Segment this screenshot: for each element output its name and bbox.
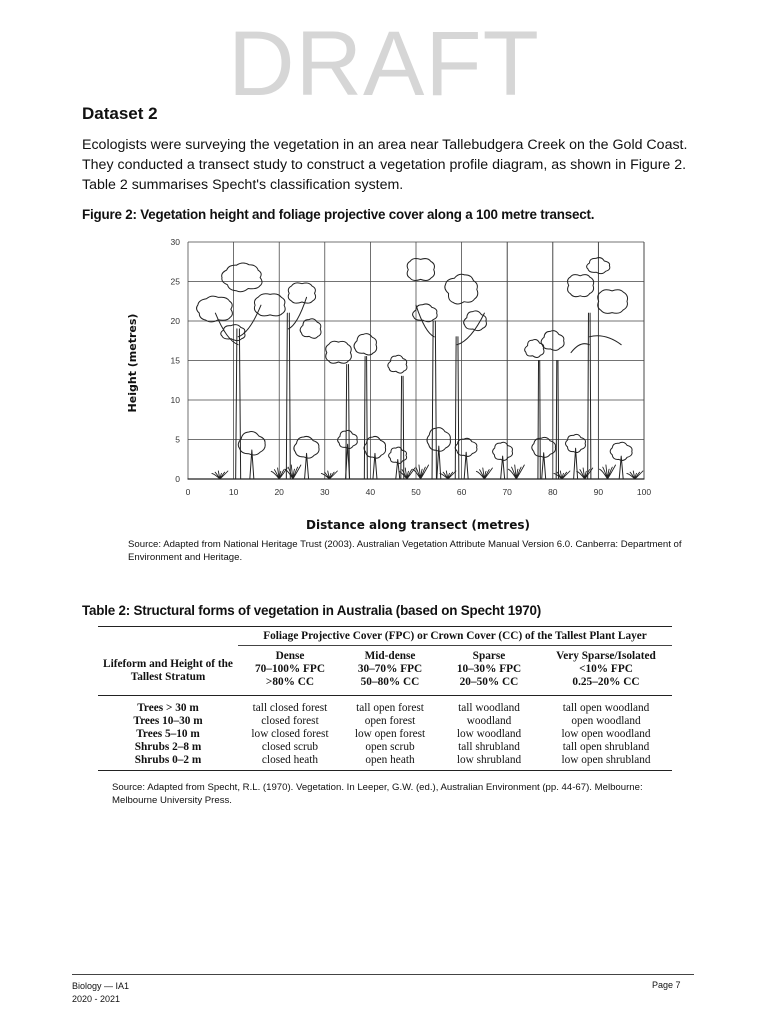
grass-tuft [413, 465, 429, 479]
figure-grid [188, 242, 644, 479]
trunk [236, 329, 241, 479]
structure-cell: tall open forest [356, 702, 424, 714]
x-tick-label: 0 [185, 487, 191, 497]
x-tick-label: 100 [636, 487, 652, 497]
canopy-outline [568, 275, 594, 297]
branch [589, 336, 621, 345]
table-source: Source: Adapted from Specht, R.L. (1970). Vegetation. In Leeper, G.W. (ed.), Australian Environment (pp. 44-67). Melbourne: Melbourne University Press. [112, 782, 643, 806]
column-fpc: 30–70% FPC [357, 663, 423, 675]
structure-cell: closed forest [261, 715, 319, 727]
branch [571, 344, 589, 353]
x-tick-label: 10 [228, 487, 239, 497]
structure-cell: tall open shrubland [562, 741, 650, 753]
canopy-outline [254, 294, 285, 316]
x-tick-label: 70 [502, 487, 512, 497]
trunk [364, 357, 367, 479]
table-row [98, 715, 672, 728]
structure-cell: low closed forest [251, 728, 329, 740]
column-header [238, 646, 342, 696]
trunk [455, 337, 459, 479]
structure-cell: open forest [364, 715, 416, 727]
structure-cell: tall woodland [458, 702, 520, 714]
y-tick-label: 20 [170, 316, 180, 326]
structure-cell: closed scrub [261, 741, 319, 753]
x-tick-label: 30 [320, 487, 330, 497]
canopy-outline [388, 355, 407, 373]
column-header [438, 646, 540, 696]
column-cc: 0.25–20% CC [572, 676, 640, 688]
y-axis-ticks [171, 237, 181, 484]
trunk [538, 361, 540, 480]
y-tick-label: 25 [170, 276, 180, 287]
grass-tuft [440, 471, 456, 479]
y-tick-label: 15 [170, 355, 180, 366]
table-row [98, 728, 672, 741]
table-caption: Table 2: Structural forms of vegetation in Australia (based on Specht 1970) [82, 603, 541, 618]
structure-cell: open scrub [365, 741, 415, 753]
footer-left [72, 980, 129, 1006]
structure-cell: low open forest [354, 728, 426, 740]
y-axis-label: Height (metres) [126, 313, 139, 413]
canopy-outline [221, 325, 245, 341]
branch [288, 297, 306, 329]
lifeform-header: Lifeform and Height of the Tallest Stratum [103, 657, 233, 683]
column-header [540, 646, 672, 696]
column-name: Very Sparse/Isolated [556, 650, 656, 662]
y-tick-label: 30 [170, 237, 180, 247]
grass-tuft [476, 468, 492, 479]
column-name: Sparse [472, 650, 506, 662]
grass-tuft [577, 468, 593, 479]
footer-divider [72, 974, 694, 975]
column-fpc: 10–30% FPC [456, 663, 522, 675]
lifeform-cell: Trees 10–30 m [133, 715, 203, 727]
table-row [98, 754, 672, 771]
specht-table [98, 626, 672, 771]
structure-cell: woodland [466, 715, 512, 727]
structure-cell: low open woodland [561, 728, 651, 740]
trunk [556, 361, 558, 480]
structure-cell: low shrubland [456, 754, 522, 766]
canopy-outline [407, 259, 434, 281]
structure-cell: open heath [365, 754, 415, 766]
canopy-outline [598, 290, 628, 314]
y-tick-label: 10 [170, 395, 180, 405]
intro-paragraph: Ecologists were surveying the vegetation in an area near Tallebudgera Creek on the Gold Coast. They conducted a transect study to construct a vegetation profile diagram, as shown in Figure 2. Table 2 summarises Specht's classification system. [82, 137, 688, 193]
x-tick-label: 20 [274, 487, 284, 497]
y-tick-label: 0 [175, 474, 180, 484]
footer-page: Page 7 [652, 980, 681, 990]
column-cc: >80% CC [265, 676, 315, 688]
column-header [342, 646, 438, 696]
canopy-outline [288, 283, 315, 303]
column-fpc: 70–100% FPC [255, 663, 325, 675]
grass-tuft [600, 465, 616, 479]
dataset-heading: Dataset 2 [82, 104, 158, 123]
column-name: Dense [275, 650, 305, 662]
canopy-outline [326, 341, 352, 363]
x-tick-label: 80 [548, 487, 558, 497]
column-cc: 50–80% CC [360, 676, 420, 688]
lifeform-cell: Shrubs 2–8 m [134, 741, 202, 753]
draft-watermark: DRAFT [228, 13, 540, 115]
canopy-outline [222, 263, 262, 292]
x-tick-label: 60 [456, 487, 467, 497]
y-tick-label: 5 [175, 434, 180, 445]
grass-tuft [321, 471, 337, 479]
grass-tuft [212, 471, 228, 479]
column-name: Mid-dense [364, 650, 416, 662]
structure-cell: low open shrubland [561, 754, 651, 766]
x-tick-label: 90 [593, 487, 604, 497]
footer-subject: Biology — IA1 [72, 981, 130, 991]
table-group-header: Foliage Projective Cover (FPC) or Crown Cover (CC) of the Tallest Plant Layer [238, 627, 672, 646]
canopy-outline [300, 319, 321, 339]
x-tick-label: 40 [365, 487, 376, 497]
structure-cell: low woodland [456, 728, 522, 740]
trunk [588, 313, 591, 479]
column-cc: 20–50% CC [459, 676, 519, 688]
x-axis-label: Distance along transect (metres) [306, 518, 530, 532]
structure-cell: open woodland [571, 715, 641, 727]
table-row [98, 696, 672, 716]
grass-tuft [285, 465, 301, 479]
canopy-outline [354, 334, 377, 355]
footer-years: 2020 - 2021 [72, 994, 121, 1004]
table-row [98, 741, 672, 754]
trunk [401, 376, 404, 479]
structure-cell: tall open woodland [562, 702, 650, 714]
structure-cell: tall shrubland [458, 741, 520, 753]
x-axis-ticks [186, 487, 652, 497]
lifeform-cell: Shrubs 0–2 m [134, 754, 202, 766]
column-fpc: <10% FPC [579, 663, 633, 675]
canopy-outline [197, 296, 233, 322]
lifeform-cell: Trees > 30 m [137, 702, 199, 714]
figure-source: Source: Adapted from National Heritage Trust (2003). Australian Vegetation Attribute Manual Version 6.0. Canberra: Department of Environment and Heritage. [128, 539, 682, 563]
figure-caption: Figure 2: Vegetation height and foliage projective cover along a 100 metre transect. [82, 207, 595, 222]
structure-cell: tall closed forest [252, 702, 328, 714]
x-tick-label: 50 [411, 487, 421, 497]
lifeform-cell: Trees 5–10 m [136, 728, 200, 740]
vegetation-profile-figure [122, 228, 667, 536]
grass-tuft [508, 465, 524, 479]
grass-tuft [627, 471, 643, 479]
structure-cell: closed heath [261, 754, 319, 766]
trunk [286, 313, 290, 479]
